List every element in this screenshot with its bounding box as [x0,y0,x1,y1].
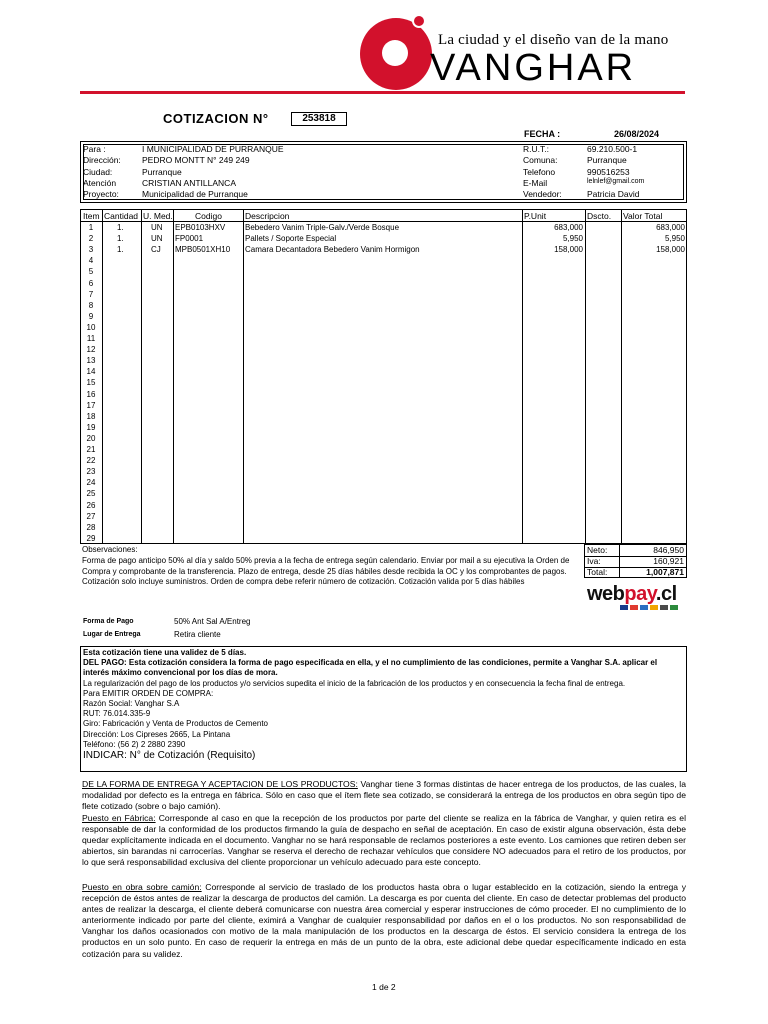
quote-title: COTIZACION N° [163,111,269,126]
client-label-4: Proyecto: [83,189,119,199]
terms-delivery-text: Vanghar tiene 3 formas distintas de hacer entrega de los productos, de las cuales, la modalidad por defecto es la entrega en fábrica. Sólo en caso que el ítem flete sea cotizado, se considerará la entrega de los productos en obra según tipo de flete cotizado (sobre o bajo camión). [82,779,686,812]
client-value-4: Municipalidad de Purranque [142,189,248,199]
header-divider-left [80,91,360,94]
items-table [80,209,687,544]
cell-item: 8 [88,300,94,310]
cell-item: 23 [86,467,96,477]
logo-circle-icon [360,18,432,90]
table-row [81,322,686,333]
table-row [81,333,686,344]
cell-total: 5,950 [664,234,685,244]
cell-descripcion: Camara Decantadora Bebedero Vanim Hormigon [245,245,420,255]
neto-label: Neto: [587,545,608,555]
cell-item: 21 [86,445,96,454]
table-row [81,222,686,233]
client-right-label-2: Telefono [523,167,556,177]
terms-factory [82,813,686,868]
terms-factory-title: Puesto en Fábrica: [82,813,156,823]
cell-item: 10 [86,322,96,332]
client-right-label-1: Comuna: [523,155,558,165]
cell-umed: CJ [151,245,161,255]
client-value-0: I MUNICIPALIDAD DE PURRANQUE [142,144,284,154]
cell-total: 158,000 [656,245,685,255]
table-row [81,278,686,289]
table-row [81,477,686,488]
cell-item: 27 [86,511,96,521]
cell-total: 683,000 [656,223,685,232]
terms-factory-text: Corresponde al caso en que la recepción de los productos por parte del cliente se realiza en la fábrica de Vanghar, y quien retira es el responsable de dar la conformidad de los productos firmando la guía de despacho en señal de aceptación. En caso de existir alguna observación, ésta debe quedar explícitamente indicada en el documento. Vanghar no se hará responsable de reclamos posteriores a este evento. Los camiones que retiren deben ser abiertos, sin barandas ni carrocerías. Vanghar se reserva el derecho de rechazar vehículos que considere NO adecuados para el retiro de los productos, por lo que será responsabilidad exclusiva del cliente proporcionar un vehículo adecuado para este concepto. [82,813,686,868]
table-row [81,422,686,433]
cell-descripcion: Pallets / Soporte Especial [245,234,337,244]
client-label-1: Dirección: [83,155,121,165]
client-right-value-4: Patricia David [587,189,640,199]
date-value: 26/08/2024 [614,129,660,139]
table-row [81,355,686,366]
cell-item: 12 [86,345,96,355]
table-row [81,344,686,355]
table-row [81,233,686,244]
iva-label: Iva: [587,556,601,566]
company-name: Razón Social: Vanghar S.A [83,699,180,709]
regularization-note: La regularización del pago de los productos y/o servicios supedita el inicio de la fabricación de los productos y en consecuencia la fecha final de entrega. [83,678,626,688]
client-right-label-0: R.U.T.: [523,144,549,154]
table-row [81,522,686,533]
neto-value: 846,950 [653,545,684,555]
conditions-box [80,646,687,772]
webpay-web: web [587,583,625,605]
cell-umed: UN [151,223,163,232]
cell-codigo: MPB0501XH10 [175,245,231,255]
cell-item: 14 [86,367,96,377]
forma-pago-value: 50% Ant Sal A/Entreg [174,617,251,626]
col-header-punit: P.Unit [524,211,547,221]
card-brands-icon [620,605,678,611]
col-header-cantidad: Cantidad [104,211,139,221]
cell-cantidad: 1. [117,245,124,255]
table-row [81,488,686,499]
tagline: La ciudad y el diseño van de la mano [438,32,669,48]
cell-item: 2 [88,234,94,244]
page-number: 1 de 2 [372,982,396,992]
webpay-logo [587,583,677,606]
total-label: Total: [587,567,608,577]
client-label-2: Ciudad: [83,167,113,177]
lugar-entrega-label: Lugar de Entrega [83,631,141,638]
cell-cantidad: 1. [117,234,124,244]
table-row [81,377,686,388]
table-row [81,366,686,377]
table-row [81,300,686,311]
cell-item: 15 [86,378,96,388]
client-right-value-2: 990516253 [587,167,630,177]
table-row [81,511,686,522]
table-row [81,266,686,277]
cell-descripcion: Bebedero Vanim Triple-Galv./Verde Bosque [245,223,400,232]
table-row [81,289,686,300]
quote-number: 253818 [291,112,347,126]
cell-punit: 5,950 [562,234,583,244]
cell-item: 25 [86,489,96,499]
terms-truck [82,882,686,960]
table-row [81,311,686,322]
webpay-cl: .cl [655,583,677,605]
table-row [81,455,686,466]
col-header-item: Item [83,211,100,221]
col-header-dscto: Dscto. [587,211,612,221]
table-row [81,466,686,477]
cell-punit: 683,000 [554,223,583,232]
cell-codigo: EPB0103HXV [175,223,226,232]
cell-umed: UN [151,234,163,244]
order-instructions-title: Para EMITIR ORDEN DE COMPRA: [83,688,214,698]
cell-item: 7 [88,289,94,299]
cell-item: 3 [88,245,94,255]
cell-codigo: FP0001 [175,234,204,244]
col-header-descripcion: Descripcion [245,211,290,221]
client-right-value-3: lelnlef@gmail.com [587,178,645,185]
terms-truck-title: Puesto en obra sobre camión: [82,882,202,892]
totals-box [584,544,687,578]
cell-cantidad: 1. [117,223,124,232]
table-row [81,533,686,544]
cell-item: 18 [86,411,96,421]
client-value-2: Purranque [142,167,182,177]
table-row [81,400,686,411]
cell-item: 1 [88,223,94,232]
brand-name: VANGHAR [430,47,637,89]
cell-item: 13 [86,356,96,366]
table-row [81,444,686,455]
date-label: FECHA : [524,129,561,139]
table-row [81,389,686,400]
company-phone: Teléfono: (56 2) 2 2880 2390 [83,739,186,749]
company-giro: Giro: Fabricación y Venta de Productos de Cemento [83,719,268,729]
cell-item: 16 [86,389,96,399]
cell-item: 6 [88,278,94,288]
client-right-label-4: Vendedor: [523,189,562,199]
col-header-valor-total: Valor Total [623,211,663,221]
cell-item: 4 [88,256,94,266]
client-value-3: CRISTIAN ANTILLANCA [142,178,236,188]
iva-value: 160,921 [653,556,684,566]
client-right-value-1: Purranque [587,155,627,165]
cell-item: 29 [86,533,96,543]
company-rut: RUT: 76.014.335-9 [83,709,151,719]
client-right-value-0: 69.210.500-1 [587,144,638,154]
header-divider [360,91,685,94]
indicate-note: INDICAR: N° de Cotización (Requisito) [83,750,256,762]
cell-item: 20 [86,433,96,443]
table-row [81,433,686,444]
cell-item: 17 [86,400,96,410]
client-label-3: Atención [83,178,117,188]
terms-truck-text: Corresponde al servicio de traslado de los productos hasta obra o lugar establecido en la cotización, siendo la entrega y recepción de éstos antes de realizar la descarga de productos del camión. La descarga es por cuenta del cliente. En caso de detectar problemas del producto antes de realizar la descarga, el cliente deberá comunicarse con nuestra área comercial y esperar instrucciones de cómo proceder. El no cumplimiento de lo anteriormente indicado por parte del cliente, eximirá a Vanghar de cualquier responsabilidad por daños en el o los productos. No son responsabilidad de Vanghar los daños ocasionados con motivo de la mala manipulación de los productos en la descarga de éstos. El servicio considera la entrega de los productos en un solo punto. En caso de requerir la entrega en más de un punto de la obra, este adicional debe quedar específicamente indicado en esta cotización para su validez. [82,882,686,959]
observations-label: Observaciones: [82,545,138,554]
client-right-label-3: E-Mail [523,178,548,188]
webpay-pay: pay [624,583,656,605]
col-header-umed: U. Med. [143,211,173,221]
company-address: Dirección: Los Cipreses 2665, La Pintana [83,729,231,739]
cell-punit: 158,000 [554,245,583,255]
cell-item: 9 [88,311,94,321]
payment-clause: DEL PAGO: Esta cotización considera la forma de pago especificada en ella, y el no cumplimiento de las condiciones, permite a Vanghar S.A. aplicar el interés máximo convencional por los días de mora. [83,658,658,678]
cell-item: 28 [86,522,96,532]
forma-pago-label: Forma de Pago [83,618,134,625]
col-header-codigo: Codigo [195,211,222,221]
cell-item: 5 [88,267,94,277]
company-logo [360,14,690,94]
observations-text: Forma de pago anticipo 50% al día y saldo 50% previa a la fecha de entrega según calendario. Enviar por mail a su ejecutiva la Orden de Compra y comprobante de la transferencia. Plazo de entrega, desde 25 días hábiles desde recibida la OC y los comprobantes de pagos. Cotización solo incluye suministros. Orden de compra debe referir número de cotización. Cotización valida por 5 días hábiles [82,556,570,586]
table-row [81,411,686,422]
cell-item: 22 [86,456,96,466]
client-value-1: PEDRO MONTT N° 249 249 [142,155,250,165]
lugar-entrega-value: Retira cliente [174,630,221,639]
cell-item: 24 [86,478,96,488]
cell-item: 26 [86,500,96,510]
table-row [81,255,686,266]
cell-item: 11 [86,334,96,343]
terms-delivery [82,779,686,812]
validity-note: Esta cotización tiene una validez de 5 días. [83,648,247,657]
cell-item: 19 [86,422,96,432]
total-value: 1,007,871 [646,567,684,577]
table-row [81,244,686,255]
client-label-0: Para : [83,144,106,154]
terms-delivery-title: DE LA FORMA DE ENTREGA Y ACEPTACION DE LOS PRODUCTOS: [82,779,358,789]
table-row [81,500,686,511]
